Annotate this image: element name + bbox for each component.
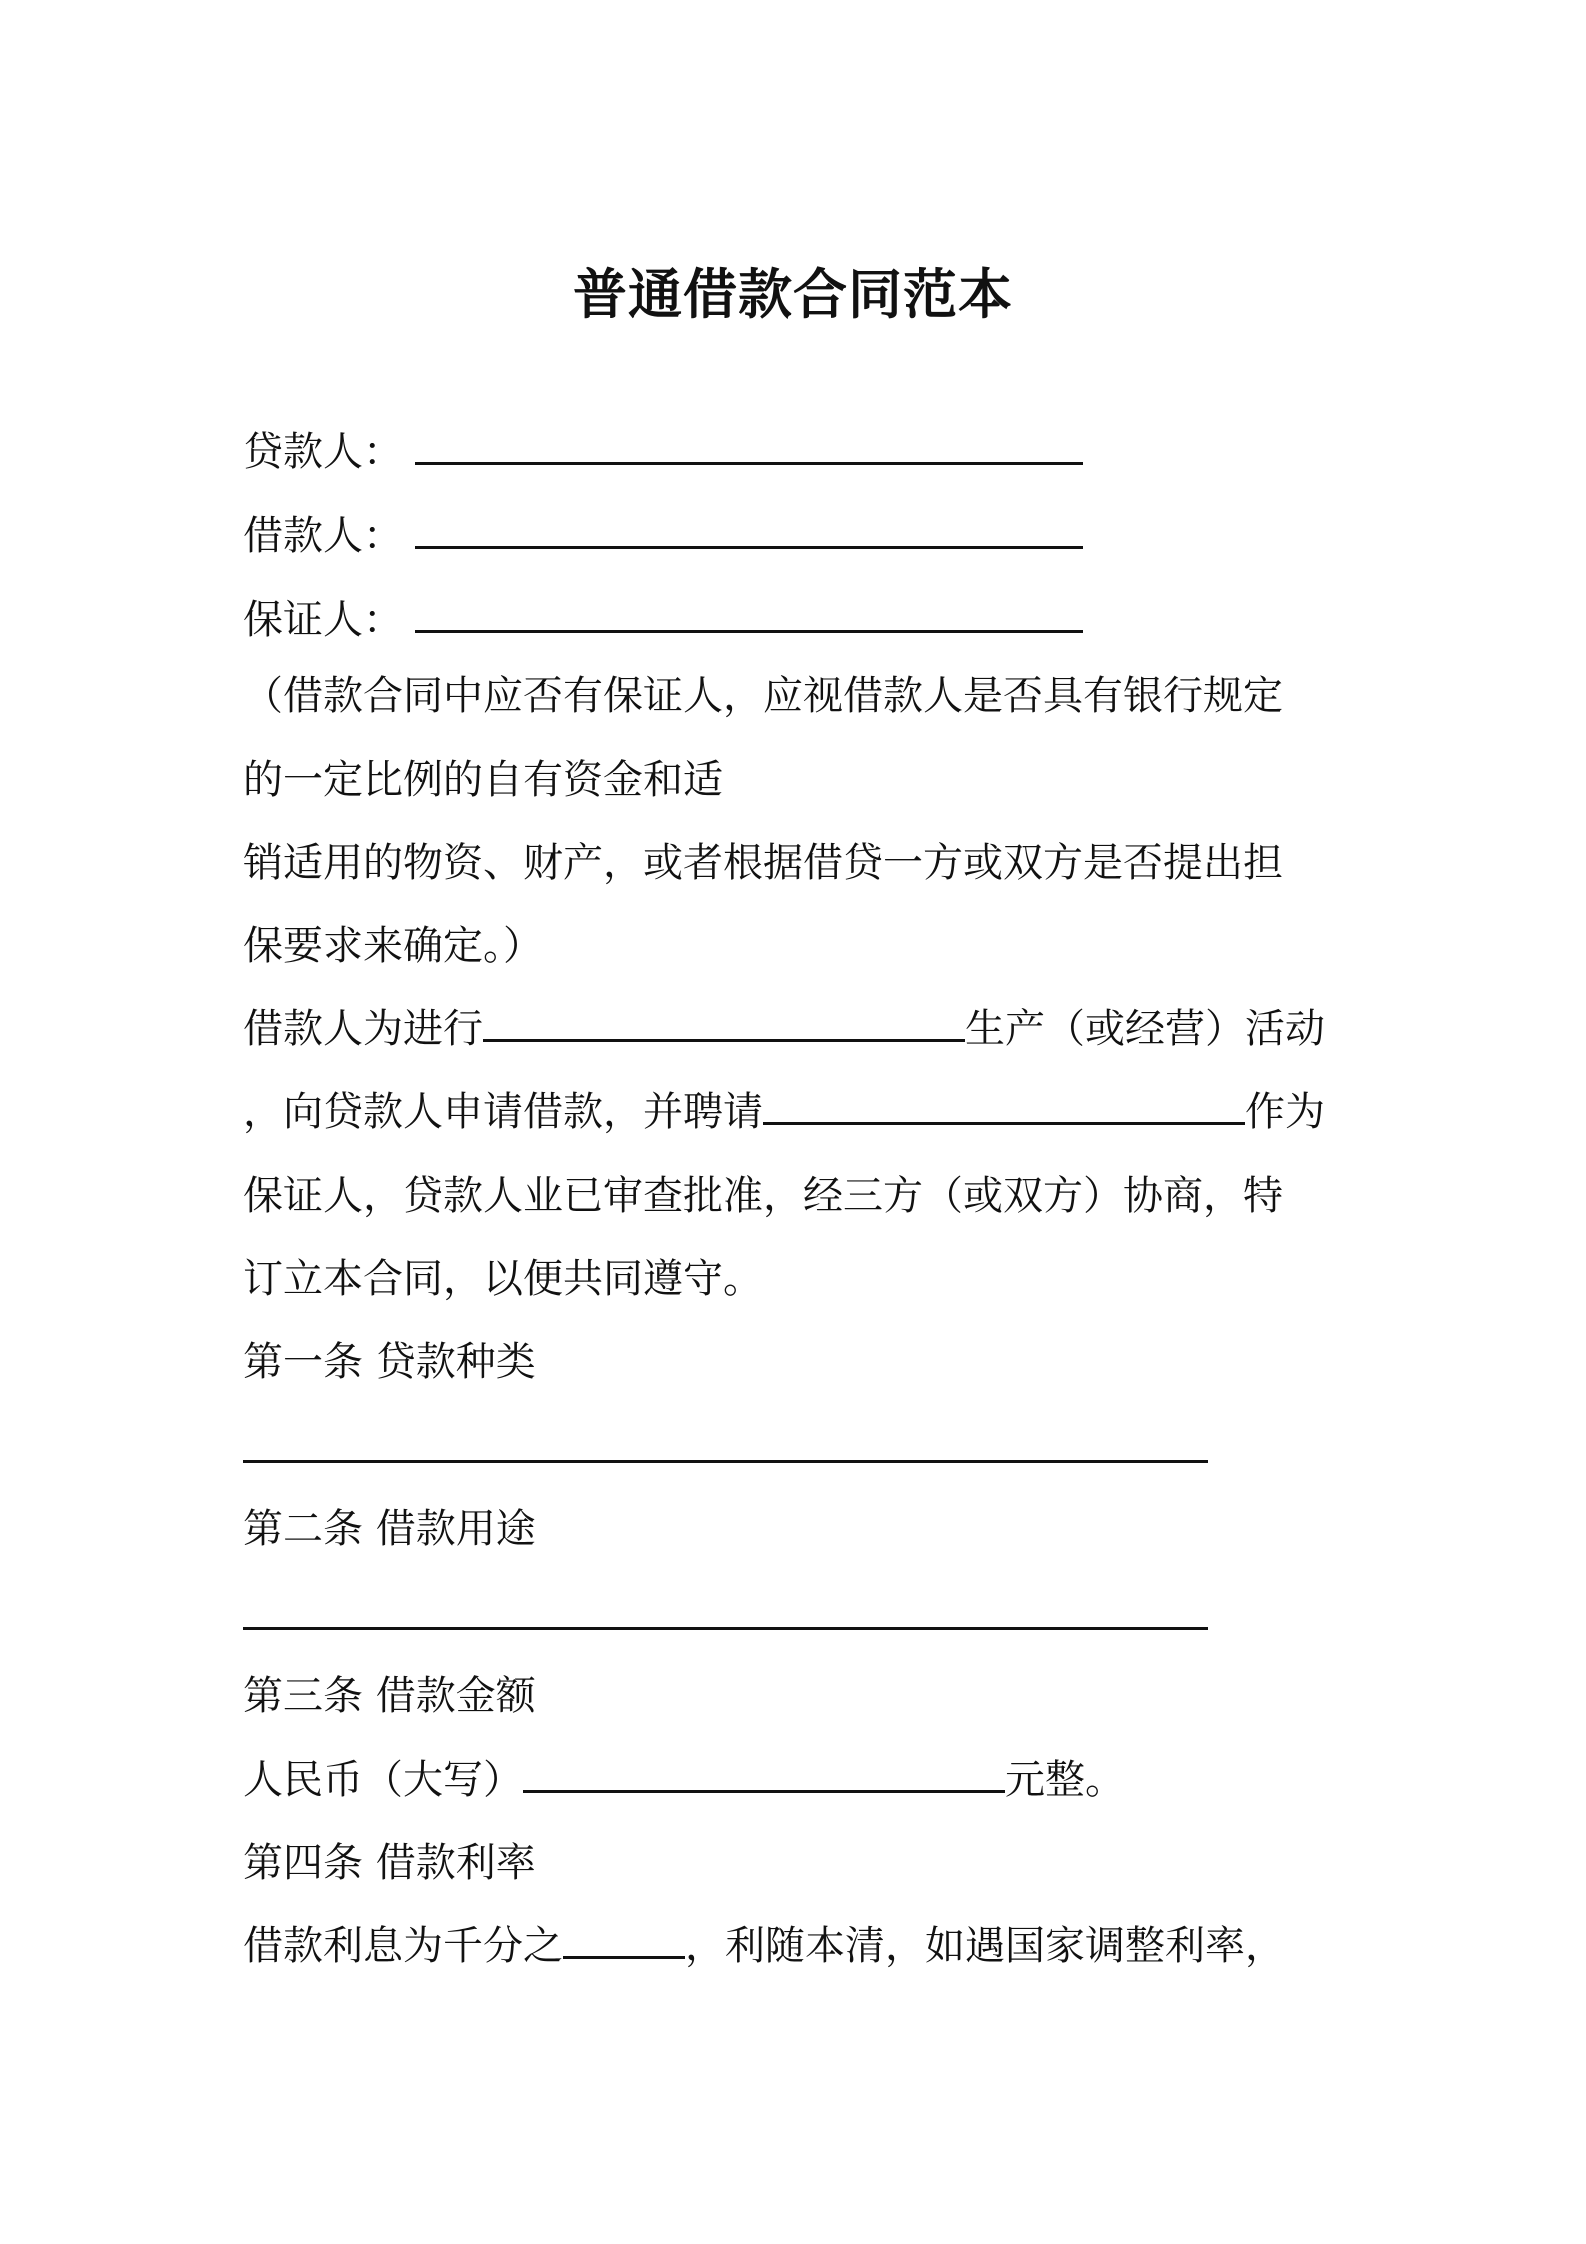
preamble-line-2 — [243, 1082, 1325, 1142]
lender-blank — [415, 432, 1083, 465]
amount-blank — [523, 1760, 1005, 1793]
lender-label: 贷款人： — [243, 429, 403, 475]
activity-blank — [483, 1009, 965, 1042]
interest-prefix: 借款利息为千分之 — [243, 1923, 563, 1969]
interest-suffix: ，利随本清，如遇国家调整利率， — [685, 1923, 1285, 1969]
amount-suffix: 元整。 — [1005, 1757, 1125, 1803]
preamble-line-4: 订立本合同，以便共同遵守。 — [243, 1256, 763, 1302]
guarantor-name-blank — [763, 1092, 1245, 1125]
borrower-line — [243, 506, 1083, 566]
document-title: 普通借款合同范本 — [573, 263, 1013, 326]
loan-purpose-blank — [243, 1597, 1208, 1630]
note-line-2: 的一定比例的自有资金和适 — [243, 757, 723, 803]
preamble-line-1-start: 借款人为进行 — [243, 1006, 483, 1052]
preamble-line-1-end: 生产（或经营）活动 — [965, 1006, 1325, 1052]
preamble-line-3: 保证人，贷款人业已审查批准，经三方（或双方）协商，特 — [243, 1173, 1283, 1219]
lender-line — [243, 422, 1083, 482]
article-3-title: 第三条 借款金额 — [243, 1673, 536, 1719]
preamble-line-2-end: 作为 — [1245, 1089, 1325, 1135]
borrower-blank — [415, 516, 1083, 549]
article-2-title: 第二条 借款用途 — [243, 1506, 536, 1552]
preamble-line-1 — [243, 999, 1325, 1059]
amount-prefix: 人民币（大写） — [243, 1757, 523, 1803]
article-1-line — [243, 1420, 1208, 1480]
guarantor-label: 保证人： — [243, 597, 403, 643]
note-line-4: 保要求来确定。） — [243, 923, 543, 969]
note-line-1: （借款合同中应否有保证人，应视借款人是否具有银行规定 — [243, 673, 1283, 719]
article-2-line — [243, 1587, 1208, 1647]
loan-type-blank — [243, 1430, 1208, 1463]
guarantor-line — [243, 590, 1083, 650]
note-line-3: 销适用的物资、财产，或者根据借贷一方或双方是否提出担 — [243, 840, 1283, 886]
guarantor-blank — [415, 600, 1083, 633]
preamble-line-2-start: ，向贷款人申请借款，并聘请 — [243, 1089, 763, 1135]
interest-rate-blank — [563, 1926, 685, 1959]
article-4-line — [243, 1916, 1285, 1976]
article-3-line — [243, 1750, 1125, 1810]
article-4-title: 第四条 借款利率 — [243, 1840, 536, 1886]
article-1-title: 第一条 贷款种类 — [243, 1339, 536, 1385]
borrower-label: 借款人： — [243, 513, 403, 559]
